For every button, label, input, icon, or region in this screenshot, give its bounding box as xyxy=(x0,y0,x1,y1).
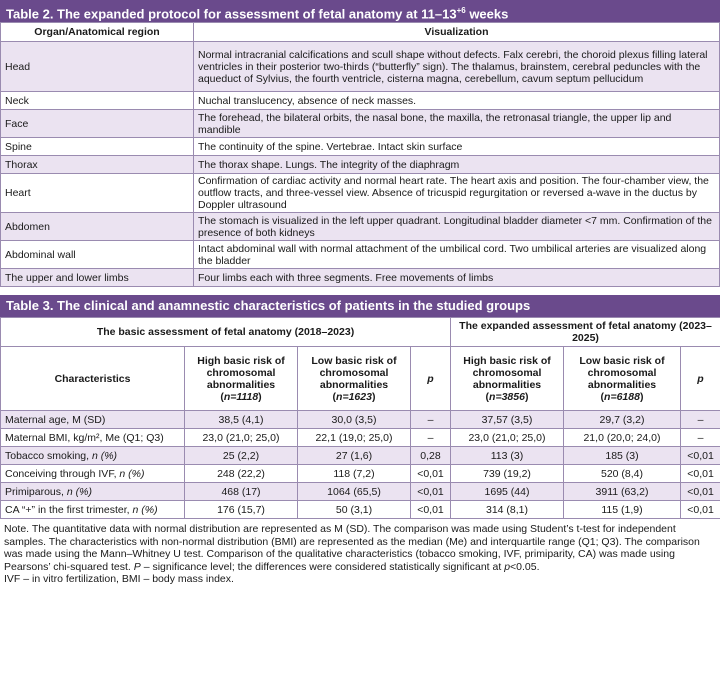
visualization-cell: Confirmation of cardiac activity and normal heart rate. The heart axis and position. The four-chamber view, the outflow tracts, and three-vessel view. Absence of tricuspid regurgitation or reversed a-wave in the ductus by Doppler ultrasound xyxy=(194,174,720,213)
table-row xyxy=(1,241,720,269)
characteristic-cell xyxy=(1,411,185,429)
table-row xyxy=(1,138,720,156)
table-row xyxy=(1,213,720,241)
value-cell: 1695 (44) xyxy=(451,483,564,501)
organ-cell: Spine xyxy=(1,138,194,156)
characteristic-cell xyxy=(1,501,185,519)
col-low-basic-header: Low basic risk of chromosomal abnormalities (n=1623) xyxy=(298,347,411,411)
characteristic-unit: n (%) xyxy=(119,467,145,480)
value-cell: 185 (3) xyxy=(564,447,681,465)
value-cell: 22,1 (19,0; 25,0) xyxy=(298,429,411,447)
col-high-exp-header: High basic risk of chromosomal abnormalities (n=3856) xyxy=(451,347,564,411)
characteristic-cell xyxy=(1,429,185,447)
n-high-basic: n=1118 xyxy=(223,390,259,403)
table2-title-sup: +6 xyxy=(456,6,466,15)
organ-cell: The upper and lower limbs xyxy=(1,269,194,287)
low-basic-label: Low basic risk of chromosomal abnormalities xyxy=(311,354,397,391)
p-value-cell: <0,01 xyxy=(411,501,451,519)
value-cell: 23,0 (21,0; 25,0) xyxy=(451,429,564,447)
organ-cell: Thorax xyxy=(1,156,194,174)
visualization-cell: Nuchal translucency, absence of neck masses. xyxy=(194,92,720,110)
visualization-cell: The thorax shape. Lungs. The integrity of the diaphragm xyxy=(194,156,720,174)
value-cell: 115 (1,9) xyxy=(564,501,681,519)
table3-body xyxy=(1,411,720,519)
value-cell: 248 (22,2) xyxy=(185,465,298,483)
value-cell: 27 (1,6) xyxy=(298,447,411,465)
visualization-cell: Intact abdominal wall with normal attachment of the umbilical cord. Two umbilical arteries are visualized along the bladder xyxy=(194,241,720,269)
note-1-part-a: Note. The quantitative data with normal distribution are represented as M (SD). The comparison was made using Student’s t-test for independent samples. The characteristics with non-normal distribution (BMI) are represented as the median (Me) and interquartile range (Q1; Q3). The comparison was made using the Mann–Whitney U test. Comparison of the qualitative characteristics (tobacco smoking, IVF, primiparity, CA) was made using Pearsons’ chi-squared test. xyxy=(4,523,700,573)
table2-header-row xyxy=(1,23,720,42)
col-high-basic-header: High basic risk of chromosomal abnormalities (n=1118) xyxy=(185,347,298,411)
p-value-cell: 0,28 xyxy=(411,447,451,465)
value-cell: 1064 (65,5) xyxy=(298,483,411,501)
note-1-p: P xyxy=(133,560,141,573)
table3-title: Table 3. The clinical and anamnestic characteristics of patients in the studied groups xyxy=(0,295,720,317)
characteristic-label: Maternal age, M (SD) xyxy=(5,413,106,426)
visualization-cell: The forehead, the bilateral orbits, the nasal bone, the maxilla, the retronasal triangle, the upper lip and mandible xyxy=(194,110,720,138)
table-row xyxy=(1,483,720,501)
p-value-cell: <0,01 xyxy=(681,465,720,483)
p-value-cell: – xyxy=(411,411,451,429)
p-value-cell: <0,01 xyxy=(681,447,720,465)
col-organ-header: Organ/Anatomical region xyxy=(1,23,194,42)
visualization-cell: The stomach is visualized in the left upper quadrant. Longitudinal bladder diameter <7 mm. Confirmation of the presence of both kidneys xyxy=(194,213,720,241)
value-cell: 21,0 (20,0; 24,0) xyxy=(564,429,681,447)
col-p-exp-header: p xyxy=(681,347,720,411)
note-2: IVF – in vitro fertilization, BMI – body mass index. xyxy=(4,573,234,585)
table3-group-row xyxy=(1,318,720,347)
table-row xyxy=(1,110,720,138)
value-cell: 118 (7,2) xyxy=(298,465,411,483)
characteristic-label: Conceiving through IVF, xyxy=(5,467,120,480)
characteristic-unit: n (%) xyxy=(66,485,92,498)
visualization-cell: Four limbs each with three segments. Free movements of limbs xyxy=(194,269,720,287)
high-basic-label: High basic risk of chromosomal abnormalities xyxy=(197,354,285,391)
table2-body xyxy=(1,42,720,287)
characteristic-cell xyxy=(1,465,185,483)
table3 xyxy=(0,317,720,519)
note-1 xyxy=(4,523,716,573)
value-cell: 520 (8,4) xyxy=(564,465,681,483)
p-value-cell: – xyxy=(411,429,451,447)
table-row xyxy=(1,156,720,174)
col-visualization-header: Visualization xyxy=(194,23,720,42)
table-row xyxy=(1,447,720,465)
value-cell: 38,5 (4,1) xyxy=(185,411,298,429)
table-row xyxy=(1,92,720,110)
table-row xyxy=(1,501,720,519)
table-notes xyxy=(0,519,720,586)
table2 xyxy=(0,22,720,287)
p-value-cell: <0,01 xyxy=(681,483,720,501)
p-value-cell: <0,01 xyxy=(411,483,451,501)
table-row xyxy=(1,465,720,483)
value-cell: 739 (19,2) xyxy=(451,465,564,483)
characteristic-label: Tobacco smoking, xyxy=(5,449,92,462)
table-row xyxy=(1,42,720,92)
table3-subheader-row xyxy=(1,347,720,411)
low-exp-label: Low basic risk of chromosomal abnormalities xyxy=(579,354,665,391)
col-characteristics-header: Characteristics xyxy=(1,347,185,411)
n-low-exp: n=6188 xyxy=(604,390,640,403)
note-1-p2: p xyxy=(504,560,511,573)
high-exp-label: High basic risk of chromosomal abnormalities xyxy=(463,354,551,391)
col-low-exp-header: Low basic risk of chromosomal abnormalities (n=6188) xyxy=(564,347,681,411)
note-1-part-b: – significance level; the differences were considered statistically significant at xyxy=(140,560,505,573)
table-row xyxy=(1,429,720,447)
organ-cell: Head xyxy=(1,42,194,92)
characteristic-cell xyxy=(1,483,185,501)
p-value-cell: <0,01 xyxy=(411,465,451,483)
organ-cell: Heart xyxy=(1,174,194,213)
value-cell: 314 (8,1) xyxy=(451,501,564,519)
characteristic-cell xyxy=(1,447,185,465)
characteristic-label: CA “+” in the first trimester, xyxy=(5,503,133,516)
value-cell: 468 (17) xyxy=(185,483,298,501)
table-row xyxy=(1,174,720,213)
visualization-cell: Normal intracranial calcifications and scull shape without defects. Falx cerebri, the choroid plexus filling lateral ventricles in their posterior two-thirds (“butterfly” sign). The thalamus, brainstem, cerebral peduncles with the aqueduct of Sylvius, the fourth ventricle, cisterna magna, cerebellum, cavum septum pellucidum xyxy=(194,42,720,92)
table-row xyxy=(1,411,720,429)
table2-title-suffix: weeks xyxy=(465,6,509,22)
col-p-basic-header: p xyxy=(411,347,451,411)
value-cell: 23,0 (21,0; 25,0) xyxy=(185,429,298,447)
table2-title-text: Table 2. The expanded protocol for assessment of fetal anatomy at 11–13 xyxy=(6,6,457,22)
n-low-basic: n=1623 xyxy=(336,390,372,403)
organ-cell: Abdomen xyxy=(1,213,194,241)
value-cell: 50 (3,1) xyxy=(298,501,411,519)
p-value-cell: – xyxy=(681,429,720,447)
table2-title xyxy=(0,0,720,22)
characteristic-label: Maternal BMI, kg/m², Me (Q1; Q3) xyxy=(5,431,164,444)
group-basic-header: The basic assessment of fetal anatomy (2018–2023) xyxy=(1,318,451,347)
p-value-cell: <0,01 xyxy=(681,501,720,519)
value-cell: 30,0 (3,5) xyxy=(298,411,411,429)
characteristic-unit: n (%) xyxy=(132,503,158,516)
table-row xyxy=(1,269,720,287)
value-cell: 37,57 (3,5) xyxy=(451,411,564,429)
p-value-cell: – xyxy=(681,411,720,429)
value-cell: 176 (15,7) xyxy=(185,501,298,519)
n-high-exp: n=3856 xyxy=(489,390,525,403)
organ-cell: Abdominal wall xyxy=(1,241,194,269)
group-expanded-header: The expanded assessment of fetal anatomy (2023–2025) xyxy=(451,318,720,347)
characteristic-unit: n (%) xyxy=(91,449,118,462)
organ-cell: Neck xyxy=(1,92,194,110)
value-cell: 3911 (63,2) xyxy=(564,483,681,501)
characteristic-label: Primiparous, xyxy=(5,485,67,498)
note-1-part-c: <0.05. xyxy=(510,560,540,573)
organ-cell: Face xyxy=(1,110,194,138)
value-cell: 29,7 (3,2) xyxy=(564,411,681,429)
visualization-cell: The continuity of the spine. Vertebrae. Intact skin surface xyxy=(194,138,720,156)
value-cell: 113 (3) xyxy=(451,447,564,465)
value-cell: 25 (2,2) xyxy=(185,447,298,465)
